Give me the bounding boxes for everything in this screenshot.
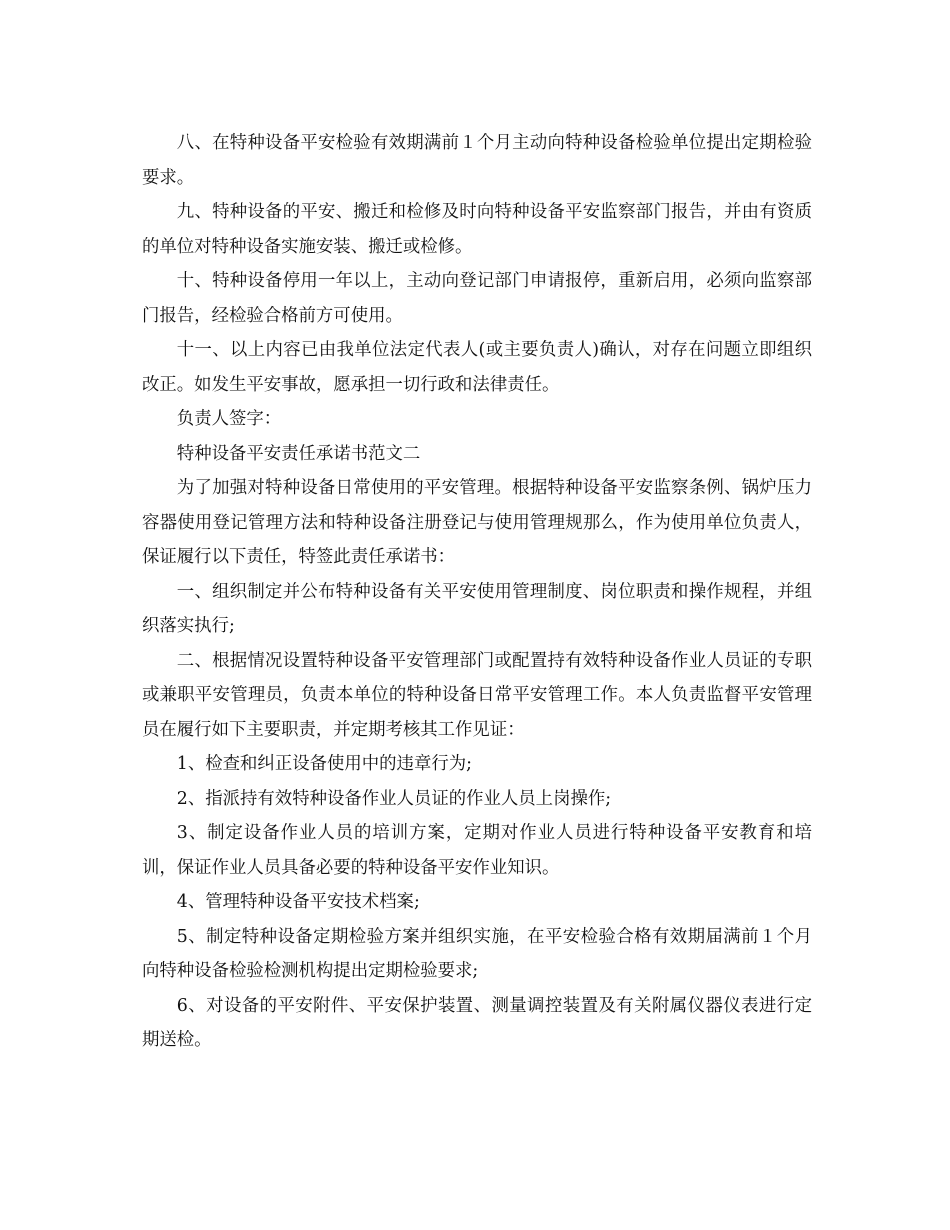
sub-item-4: 4、管理特种设备平安技术档案; <box>176 892 420 912</box>
sub-item-2: 2、指派持有效特种设备作业人员证的作业人员上岗操作; <box>176 788 612 809</box>
duty-item-1: 一、组织制定并公布特种设备有关平安使用管理制度、岗位职责和操作规程，并组织落实执行; <box>142 581 812 636</box>
intro-paragraph: 为了加强对特种设备日常使用的平安管理。根据特种设备平安监察条例、锅炉压力容器使用登记管理方法和特种设备注册登记与使用管理规那么，作为使用单位负责人，保证履行以下责任，特签此责任承诺书： <box>142 478 812 567</box>
section-title: 特种设备平安责任承诺书范文二 <box>176 443 421 464</box>
sub-item-3: 3、制定设备作业人员的培训方案，定期对作业人员进行特种设备平安教育和培训，保证作业人员具备必要的特种设备平安作业知识。 <box>142 823 812 878</box>
sub-item-5: 5、制定特种设备定期检验方案并组织实施，在平安检验合格有效期届满前１个月向特种设备检验检测机构提出定期检验要求; <box>142 926 812 981</box>
paragraph-item-8: 八、在特种设备平安检验有效期满前１个月主动向特种设备检验单位提出定期检验要求。 <box>142 133 812 188</box>
document-body <box>142 126 812 1058</box>
paragraph-item-10: 十、特种设备停用一年以上，主动向登记部门申请报停，重新启用，必须向监察部门报告，经检验合格前方可使用。 <box>142 271 812 326</box>
paragraph-item-9: 九、特种设备的平安、搬迁和检修及时向特种设备平安监察部门报告，并由有资质的单位对特种设备实施安装、搬迁或检修。 <box>142 202 812 257</box>
sub-item-6: 6、对设备的平安附件、平安保护装置、测量调控装置及有关附属仪器仪表进行定期送检。 <box>142 995 812 1050</box>
duty-item-2: 二、根据情况设置特种设备平安管理部门或配置持有效特种设备作业人员证的专职或兼职平安管理员，负责本单位的特种设备日常平安管理工作。本人负责监督平安管理员在履行如下主要职责，并定期考核其工作见证： <box>142 650 812 740</box>
signature-label: 负责人签字： <box>176 409 282 429</box>
sub-item-1: 1、检查和纠正设备使用中的违章行为; <box>176 754 472 774</box>
paragraph-item-11: 十一、以上内容已由我单位法定代表人(或主要负责人)确认，对存在问题立即组织改正。如发生平安事故，愿承担一切行政和法律责任。 <box>142 340 812 395</box>
